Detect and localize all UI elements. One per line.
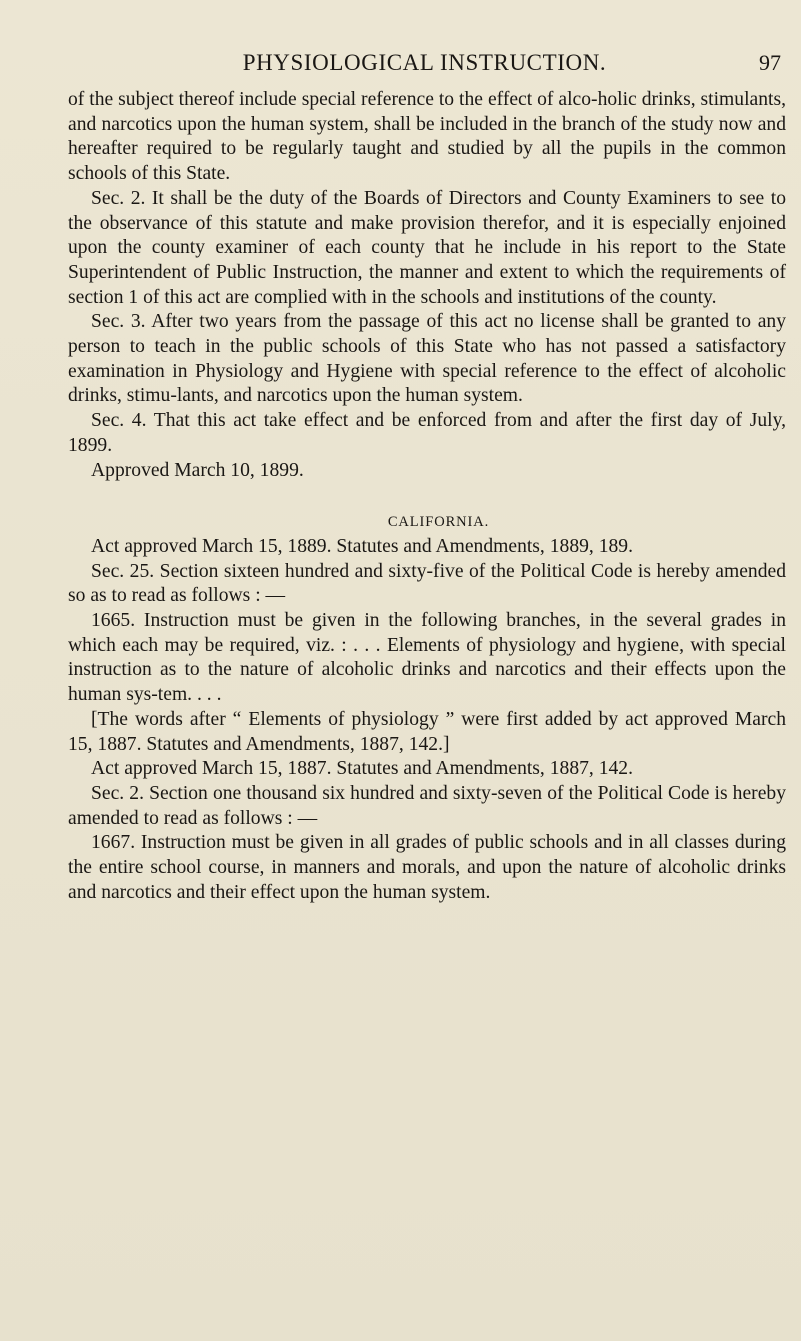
paragraph: Sec. 3. After two years from the passage of this act no license shall be granted to any person to teach in the public schools of this State who has not passed a satisfactory examination in Physiology and Hygiene with special reference to the effect of alcoholic drinks, stimu-lants, and narcotics upon the human system.	[68, 311, 786, 407]
paragraph: [The words after “ Elements of physiology ” were first added by act approved March 15, 1887. Statutes and Amendments, 1887, 142.]	[68, 708, 786, 755]
paragraph: Sec. 4. That this act take effect and be enforced from and after the first day of July, 1899.	[68, 410, 786, 456]
page-header	[68, 50, 781, 80]
body-text	[68, 88, 786, 906]
running-title: PHYSIOLOGICAL INSTRUCTION.	[242, 50, 607, 75]
section-heading: CALIFORNIA.	[387, 514, 490, 531]
paragraph: of the subject thereof include special reference to the effect of alco-holic drinks, stimulants, and narcotics upon the human system, shall be included in the branch of the study now and hereafter required to be regularly taught and studied by all the pupils in the common schools of this State.	[68, 89, 786, 185]
paragraph: Sec. 2. Section one thousand six hundred and sixty-seven of the Political Code is hereby amended to read as follows : —	[68, 782, 786, 829]
paragraph: 1665. Instruction must be given in the following branches, in the several grades in which each may be required, viz. : . . . Elements of physiology and hygiene, with special instruction as to the nature of alcoholic drinks and narcotics and their effects upon the human sys-tem. . . .	[68, 610, 786, 706]
paragraph: Sec. 25. Section sixteen hundred and sixty-five of the Political Code is hereby amended so as to read as follows : —	[68, 560, 786, 607]
paragraph: Act approved March 15, 1889. Statutes and Amendments, 1889, 189.	[91, 535, 634, 557]
paragraph: Approved March 10, 1899.	[91, 459, 304, 481]
paragraph: Sec. 2. It shall be the duty of the Boards of Directors and County Examiners to see to the observance of this statute and make provision therefor, and it is especially enjoined upon the county examiner of each county that he include in his report to the State Superintendent of Public Instruction, the manner and extent to which the requirements of section 1 of this act are complied with in the schools and institutions of the county.	[68, 187, 786, 308]
paragraph: 1667. Instruction must be given in all grades of public schools and in all classes during the entire school course, in manners and morals, and upon the nature of alcoholic drinks and narcotics and their effect upon the human system.	[68, 832, 786, 903]
page-number: 97	[759, 50, 781, 75]
paragraph: Act approved March 15, 1887. Statutes and Amendments, 1887, 142.	[91, 758, 634, 780]
